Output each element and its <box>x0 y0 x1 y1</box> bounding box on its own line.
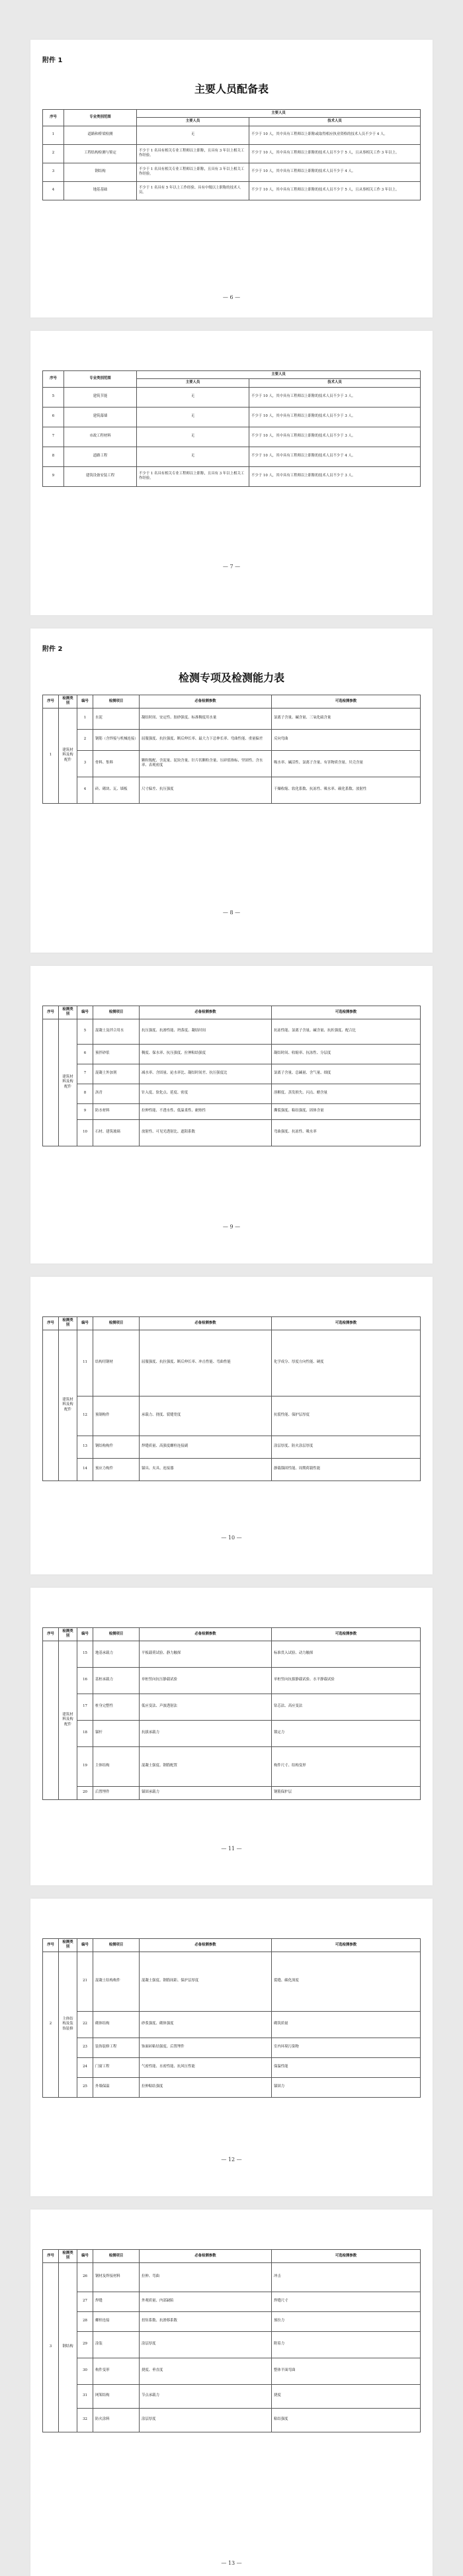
cell: 气密性能、水密性能、抗风压性能 <box>140 2057 272 2077</box>
cell: 砖、砌块、瓦、墙板 <box>93 777 140 803</box>
header-dev: 必备检测参数 <box>140 1006 272 1019</box>
header-opt: 可选检测参数 <box>272 695 421 708</box>
page-12 <box>30 1899 433 2196</box>
header-no: 编号 <box>77 695 93 708</box>
page-number: — 13 — <box>221 2560 242 2566</box>
table-row <box>43 1458 421 1481</box>
table-row <box>43 708 421 729</box>
cell: 主体结构及装饰装修 <box>59 1952 77 2097</box>
cell: 整体平面弯曲 <box>272 2358 421 2384</box>
cell: 钢结构构件 <box>93 1436 140 1458</box>
header-dev: 必备检测参数 <box>140 695 272 708</box>
cell: 外墙保温 <box>93 2077 140 2097</box>
cell: 无 <box>137 387 249 407</box>
page-10 <box>30 1277 433 1574</box>
cell: 不少于 10 人，其中具有工程师以上职称的技术人员不少于 3 人。 <box>249 407 421 427</box>
header-kind: 专业类别范围 <box>64 371 137 388</box>
cell: 4 <box>77 777 93 803</box>
cell: 3 <box>43 2262 59 2432</box>
table-row <box>43 1952 421 2011</box>
header-seq: 序号 <box>43 695 59 708</box>
table-row <box>43 1019 421 1044</box>
cell: 稠度、保水率、抗压强度、拉伸粘结强度 <box>140 1044 272 1064</box>
page-11 <box>30 1588 433 1885</box>
table-row <box>43 2311 421 2331</box>
cell: 挠度 <box>272 2384 421 2408</box>
cell: 弯曲强度、抗冻性、吸水率 <box>272 1119 421 1146</box>
cell: 拉伸性能、不透水性、低温柔性、耐热性 <box>140 1103 272 1119</box>
cell: 焊缝 <box>93 2292 140 2311</box>
cell: 预制构件 <box>93 1396 140 1436</box>
header-seq: 序号 <box>43 1628 59 1641</box>
capability-table <box>42 1316 421 1481</box>
cell <box>43 1019 59 1146</box>
header-people: 主要人员 <box>137 110 421 118</box>
table-row <box>43 1436 421 1458</box>
cell: 6 <box>43 407 64 427</box>
cell: 主体结构 <box>93 1746 140 1786</box>
header-item: 检测项目 <box>93 1317 140 1330</box>
header-opt: 可选检测参数 <box>272 1317 421 1330</box>
table-row <box>43 387 421 407</box>
cell: 18 <box>77 1720 93 1746</box>
cell: 不少于 1 名具有相关专业工程师以上职称，且具有 3 年以上相关工作经验。 <box>137 163 249 181</box>
cell: 3 <box>77 750 93 777</box>
table-row <box>43 729 421 750</box>
cell: 不少于 1 名具有相关专业工程师以上职称，且具有 3 年以上相关工作经验。 <box>137 466 249 486</box>
capability-table <box>42 1627 421 1800</box>
attachment-label: 附件 2 <box>42 646 63 653</box>
cell: 不少于 10 人，其中具有工程师以上职称的技术人员不少于 4 人。 <box>249 447 421 466</box>
table-row <box>43 1641 421 1667</box>
cell: 26 <box>77 2262 93 2292</box>
header-no: 编号 <box>77 1628 93 1641</box>
cell <box>43 1330 59 1481</box>
cell: 不少于 1 名具有 5 年以上工作经验、具有中级以上职称的技术人员。 <box>137 181 249 200</box>
cell: 标准贯入试验、动力触探 <box>272 1641 421 1667</box>
cell: 预拉力 <box>272 2311 421 2331</box>
table-row <box>43 407 421 427</box>
table-row <box>43 2292 421 2311</box>
table-row <box>43 777 421 803</box>
cell: 涂层厚度 <box>140 2408 272 2432</box>
cell <box>43 1641 59 1799</box>
cell: 防水材料 <box>93 1103 140 1119</box>
cell: 锁定力 <box>272 1720 421 1746</box>
cell: 建筑材料及构配件 <box>59 1019 77 1146</box>
cell: 裂缝、碳化深度 <box>272 1952 421 2011</box>
cell: 网架结构 <box>93 2384 140 2408</box>
header-seq: 序号 <box>43 2250 59 2263</box>
header-cat: 检测类别 <box>59 1006 77 1019</box>
cell: 锚具、夹具、连接器 <box>140 1458 272 1481</box>
cell: 桩身完整性 <box>93 1694 140 1720</box>
cell: 拉伸粘结强度 <box>140 2077 272 2097</box>
cell: 不少于 10 人，其中具有工程师以上职称的技术人员不少于 5 人，且从事相关工作 3 年以上。 <box>249 144 421 163</box>
cell: 饰面砖粘结强度、后置埋件 <box>140 2038 272 2057</box>
cell: 道路和桥梁检测 <box>64 126 137 144</box>
cell: 32 <box>77 2408 93 2432</box>
cell: 无 <box>137 407 249 427</box>
header-item: 检测项目 <box>93 1939 140 1952</box>
table-row <box>43 427 421 447</box>
header-seq: 序号 <box>43 1939 59 1952</box>
header-seq: 序号 <box>43 1006 59 1019</box>
cell: 吸水率、碱活性、氯离子含量、有害物质含量、贝壳含量 <box>272 750 421 777</box>
table-row <box>43 2262 421 2292</box>
cell: 焊缝质量、高强度螺栓连接副 <box>140 1436 272 1458</box>
table-row <box>43 144 421 163</box>
header-item: 检测项目 <box>93 1628 140 1641</box>
page-number: — 10 — <box>221 1535 242 1541</box>
header-no: 编号 <box>77 2250 93 2263</box>
header-cat: 检测类别 <box>59 1628 77 1641</box>
cell: 化学成分、厚度方向性能、硬度 <box>272 1330 421 1396</box>
cell: 1 <box>77 708 93 729</box>
table-row <box>43 2384 421 2408</box>
cell: 建筑节能 <box>64 387 137 407</box>
cell: 干燥收缩、软化系数、抗冻性、吸水率、碳化系数、放射性 <box>272 777 421 803</box>
cell: 不少于 10 人，其中具有工程师以上职称的技术人员不少于 4 人。 <box>249 163 421 181</box>
cell: 地基基础 <box>64 181 137 200</box>
cell: 建筑材料及构配件 <box>59 1641 77 1799</box>
cell: 16 <box>77 1667 93 1694</box>
header-opt: 可选检测参数 <box>272 1939 421 1952</box>
cell: 石材、建筑玻璃 <box>93 1119 140 1146</box>
cell: 屈服强度、抗拉强度、断后伸长率、最大力下总伸长率、弯曲性能、重量偏差 <box>140 729 272 750</box>
table-row <box>43 2057 421 2077</box>
cell: 颗粒级配、含泥量、泥块含量、针片状颗粒含量、压碎值指标、坚固性、含水率、表观密度 <box>140 750 272 777</box>
table-row <box>43 181 421 200</box>
header-cat: 检测类别 <box>59 1939 77 1952</box>
page-number: — 11 — <box>221 1846 242 1852</box>
table-row <box>43 447 421 466</box>
header-no: 编号 <box>77 1006 93 1019</box>
table-row <box>43 1119 421 1146</box>
cell: 单桩竖向抗压静载试验 <box>140 1667 272 1694</box>
cell: 外观质量、内部缺陷 <box>140 2292 272 2311</box>
cell: 预拌砂浆 <box>93 1044 140 1064</box>
cell: 凝结时间、收缩率、抗冻性、分层度 <box>272 1044 421 1064</box>
cell: 6 <box>77 1044 93 1064</box>
header-tech: 技术人员 <box>249 118 421 126</box>
header-cat: 检测类别 <box>59 1317 77 1330</box>
cell: 31 <box>77 2384 93 2408</box>
cell: 21 <box>77 1952 93 2011</box>
cell: 8 <box>77 1084 93 1103</box>
header-opt: 可选检测参数 <box>272 2250 421 2263</box>
cell: 14 <box>77 1458 93 1481</box>
cell: 低应变法、声波透射法 <box>140 1694 272 1720</box>
header-item: 检测项目 <box>93 1006 140 1019</box>
cell: 沥青 <box>93 1084 140 1103</box>
header-dev: 必备检测参数 <box>140 1317 272 1330</box>
cell: 涂层厚度 <box>140 2331 272 2358</box>
cell: 11 <box>77 1330 93 1396</box>
cell: 不少于 10 人，其中具有工程师以上职称的技术人员不少于 3 人。 <box>249 427 421 447</box>
page-number: — 6 — <box>222 294 241 300</box>
attachment-label: 附件 1 <box>42 57 63 64</box>
cell: 结构用钢材 <box>93 1330 140 1396</box>
table-row <box>43 2038 421 2057</box>
cell: 无 <box>137 427 249 447</box>
cell: 抗拔承载力 <box>140 1720 272 1746</box>
header-no: 编号 <box>77 1939 93 1952</box>
cell: 涂装 <box>93 2331 140 2358</box>
cell: 无 <box>137 126 249 144</box>
header-seq: 序号 <box>43 371 64 388</box>
header-dev: 必备检测参数 <box>140 1939 272 1952</box>
cell: 9 <box>43 466 64 486</box>
cell: 15 <box>77 1641 93 1667</box>
cell: 后置埋件 <box>93 1786 140 1799</box>
cell: 无 <box>137 447 249 466</box>
capability-table <box>42 695 421 804</box>
cell: 2 <box>43 1952 59 2097</box>
cell: 骨料、集料 <box>93 750 140 777</box>
cell: 2 <box>43 144 64 163</box>
header-no: 编号 <box>77 1317 93 1330</box>
cell: 20 <box>77 1786 93 1799</box>
cell: 不少于 10 人，其中具有工程师以上职称的技术人员不少于 3 人。 <box>249 466 421 486</box>
cell: 钢结构 <box>59 2262 77 2432</box>
capability-table <box>42 1938 421 2098</box>
table-row <box>43 2408 421 2432</box>
cell: 装饰装修工程 <box>93 2038 140 2057</box>
cell: 8 <box>43 447 64 466</box>
cell: 抗压强度、抗渗性能、坍落度、凝结时间 <box>140 1019 272 1044</box>
table-row <box>43 1786 421 1799</box>
header-opt: 可选检测参数 <box>272 1628 421 1641</box>
cell: 螺栓连接 <box>93 2311 140 2331</box>
table-row <box>43 1084 421 1103</box>
cell: 凝结时间、安定性、胶砂强度、标准稠度用水量 <box>140 708 272 729</box>
cell: 工程结构检测与鉴定 <box>64 144 137 163</box>
cell: 抗冻性能、氯离子含量、碱含量、抗折强度、配合比 <box>272 1019 421 1044</box>
cell: 混凝土结构构件 <box>93 1952 140 2011</box>
cell: 道路工程 <box>64 447 137 466</box>
cell: 钢筋（含焊接与机械连接） <box>93 729 140 750</box>
table-row <box>43 2011 421 2038</box>
cell: 混凝土强度、钢筋配置 <box>140 1746 272 1786</box>
header-people: 主要人员 <box>137 371 421 379</box>
cell: 市政工程材料 <box>64 427 137 447</box>
cell: 节点承载力 <box>140 2384 272 2408</box>
cell: 23 <box>77 2038 93 2057</box>
page-7 <box>30 331 433 615</box>
cell: 3 <box>43 163 64 181</box>
cell: 针入度、软化点、延度、密度 <box>140 1084 272 1103</box>
cell: 基桩承载力 <box>93 1667 140 1694</box>
table-row <box>43 2331 421 2358</box>
capability-table <box>42 2249 421 2432</box>
cell: 承载力、挠度、裂缝宽度 <box>140 1396 272 1436</box>
cell: 尺寸偏差、抗压强度 <box>140 777 272 803</box>
cell: 12 <box>77 1396 93 1436</box>
page-number: — 9 — <box>222 1224 241 1230</box>
cell: 室内环境污染物 <box>272 2038 421 2057</box>
cell: 建筑材料及构配件 <box>59 708 77 803</box>
cell: 锚固承载力 <box>140 1786 272 1799</box>
cell: 氯离子含量、碱含量、三氧化硫含量 <box>272 708 421 729</box>
header-seq: 序号 <box>43 110 64 126</box>
table-row <box>43 1064 421 1084</box>
cell: 7 <box>77 1064 93 1084</box>
cell: 混凝土外加剂 <box>93 1064 140 1084</box>
cell: 钢筋保护层 <box>272 1786 421 1799</box>
cell: 不少于 1 名具有相关专业工程师以上职称，且具有 3 年以上相关工作经验。 <box>137 144 249 163</box>
cell: 减水率、含固量、泌水率比、凝结时间差、抗压强度比 <box>140 1064 272 1084</box>
table-row <box>43 1746 421 1786</box>
table-row <box>43 163 421 181</box>
cell: 钻芯法、高应变法 <box>272 1694 421 1720</box>
cell: 锚固力 <box>272 2077 421 2097</box>
cell: 砌体结构 <box>93 2011 140 2038</box>
cell: 防火涂料 <box>93 2408 140 2432</box>
cell: 平板载荷试验、静力触探 <box>140 1641 272 1667</box>
cell: 28 <box>77 2311 93 2331</box>
cell: 建筑设备安装工程 <box>64 466 137 486</box>
cell: 30 <box>77 2358 93 2384</box>
cell: 锚杆 <box>93 1720 140 1746</box>
table-row <box>43 1720 421 1746</box>
cell: 放射性、可见光透射比、遮阳系数 <box>140 1119 272 1146</box>
table-row <box>43 1396 421 1436</box>
cell: 撕裂强度、粘结强度、固体含量 <box>272 1103 421 1119</box>
header-mgr: 主要人员 <box>137 379 249 387</box>
cell: 静载锚固性能、周期荷载性能 <box>272 1458 421 1481</box>
table-row <box>43 1103 421 1119</box>
cell: 13 <box>77 1436 93 1458</box>
header-tech: 技术人员 <box>249 379 421 387</box>
table-row <box>43 2358 421 2384</box>
cell: 拉伸、弯曲 <box>140 2262 272 2292</box>
cell: 建筑材料及构配件 <box>59 1330 77 1481</box>
cell: 22 <box>77 2011 93 2038</box>
cell: 涂层厚度、防火涂层厚度 <box>272 1436 421 1458</box>
header-cat: 检测类别 <box>59 2250 77 2263</box>
cell: 砂浆强度、砌体强度 <box>140 2011 272 2038</box>
header-item: 检测项目 <box>93 2250 140 2263</box>
personnel-table <box>42 109 421 200</box>
cell: 不少于 10 人，其中具有工程师以上职称的技术人员不少于 5 人，且从事相关工作 3 年以上。 <box>249 181 421 200</box>
header-seq: 序号 <box>43 1317 59 1330</box>
cell: 7 <box>43 427 64 447</box>
table-row <box>43 1694 421 1720</box>
cell: 溶解度、蒸发损失、闪点、蜡含量 <box>272 1084 421 1103</box>
personnel-table-cont <box>42 370 421 487</box>
cell: 构件变形 <box>93 2358 140 2384</box>
table-row <box>43 1330 421 1396</box>
page-number: — 7 — <box>222 564 241 570</box>
cell: 混凝土强度、钢筋间距、保护层厚度 <box>140 1952 272 2011</box>
cell: 1 <box>43 126 64 144</box>
cell: 水泥 <box>93 708 140 729</box>
cell: 24 <box>77 2057 93 2077</box>
table-row <box>43 2077 421 2097</box>
cell: 钢结构 <box>64 163 137 181</box>
cell: 冲击 <box>272 2262 421 2292</box>
cell: 附着力 <box>272 2331 421 2358</box>
cell: 建筑幕墙 <box>64 407 137 427</box>
cell: 抗裂性能、保护层厚度 <box>272 1396 421 1436</box>
table-row <box>43 1667 421 1694</box>
header-dev: 必备检测参数 <box>140 1628 272 1641</box>
cell: 19 <box>77 1746 93 1786</box>
page-6 <box>30 40 433 318</box>
cell: 保温性能 <box>272 2057 421 2077</box>
cell: 9 <box>77 1103 93 1119</box>
page-9 <box>30 966 433 1264</box>
cell: 氯离子含量、总碱量、含气量、细度 <box>272 1064 421 1084</box>
cell: 25 <box>77 2077 93 2097</box>
table-row <box>43 466 421 486</box>
cell: 焊缝尺寸 <box>272 2292 421 2311</box>
page-13 <box>30 2210 433 2576</box>
page-title: 检测专项及检测能力表 <box>178 671 284 684</box>
cell: 地基承载力 <box>93 1641 140 1667</box>
header-mgr: 主要人员 <box>137 118 249 126</box>
header-dev: 必备检测参数 <box>140 2250 272 2263</box>
table-row <box>43 1044 421 1064</box>
cell: 砌筑质量 <box>272 2011 421 2038</box>
cell: 不少于 10 人，其中具有工程师以上职称的技术人员不少于 3 人。 <box>249 387 421 407</box>
cell: 10 <box>77 1119 93 1146</box>
cell: 4 <box>43 181 64 200</box>
page-title: 主要人员配备表 <box>194 83 269 95</box>
cell: 5 <box>43 387 64 407</box>
page-8 <box>30 628 433 953</box>
header-kind: 专业类别范围 <box>64 110 137 126</box>
cell: 2 <box>77 729 93 750</box>
cell: 粘结强度 <box>272 2408 421 2432</box>
cell: 29 <box>77 2331 93 2358</box>
page-number: — 12 — <box>221 2157 242 2163</box>
cell: 不少于 10 人，其中具有工程师以上职称或取得相应执业资格的技术人员不少于 4 人。 <box>249 126 421 144</box>
cell: 混凝土及拌合用水 <box>93 1019 140 1044</box>
page-number: — 8 — <box>222 910 241 916</box>
cell: 单桩竖向抗拔静载试验、水平静载试验 <box>272 1667 421 1694</box>
cell: 反向弯曲 <box>272 729 421 750</box>
cell: 预应力构件 <box>93 1458 140 1481</box>
cell: 1 <box>43 708 59 803</box>
table-row <box>43 750 421 777</box>
header-item: 检测项目 <box>93 695 140 708</box>
cell: 构件尺寸、结构变形 <box>272 1746 421 1786</box>
cell: 钢材及焊接材料 <box>93 2262 140 2292</box>
cell: 5 <box>77 1019 93 1044</box>
cell: 17 <box>77 1694 93 1720</box>
header-opt: 可选检测参数 <box>272 1006 421 1019</box>
cell: 27 <box>77 2292 93 2311</box>
capability-table <box>42 1006 421 1146</box>
cell: 门窗工程 <box>93 2057 140 2077</box>
cell: 屈服强度、抗拉强度、断后伸长率、冲击性能、弯曲性能 <box>140 1330 272 1396</box>
cell: 扭矩系数、抗滑移系数 <box>140 2311 272 2331</box>
cell: 挠度、垂直度 <box>140 2358 272 2384</box>
header-cat: 检测类别 <box>59 695 77 708</box>
table-row <box>43 126 421 144</box>
